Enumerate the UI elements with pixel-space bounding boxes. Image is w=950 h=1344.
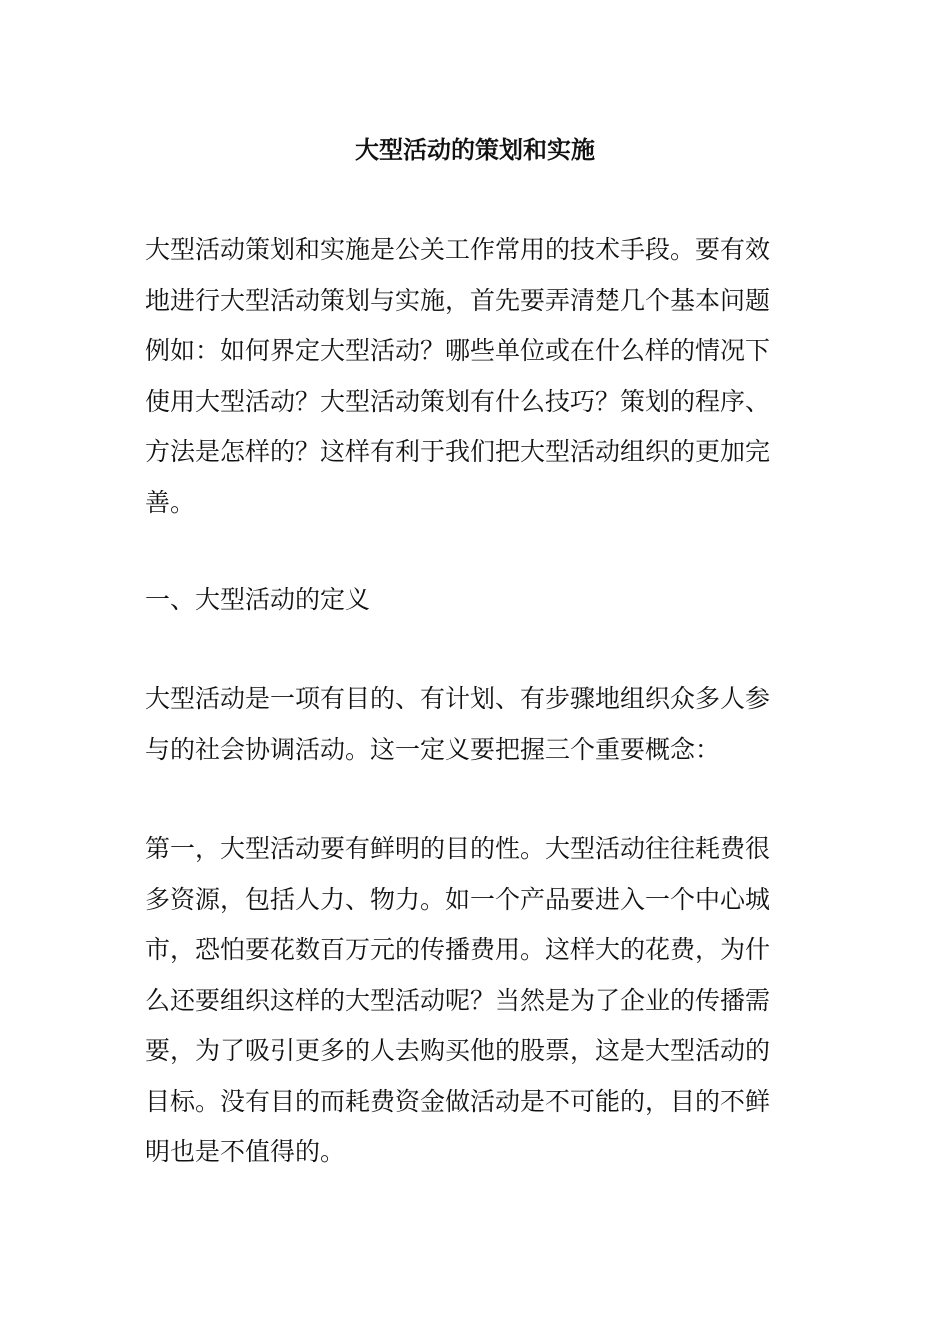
paragraph-line: 与的社会协调活动。这一定义要把握三个重要概念： — [145, 734, 721, 764]
first-point-paragraph — [145, 824, 809, 1178]
paragraph-line: 善。 — [145, 487, 196, 517]
paragraph-line: 方法是怎样的？这样有利于我们把大型活动组织的更加完 — [145, 437, 771, 466]
paragraph-line: 明也是不值得的。 — [145, 1137, 346, 1166]
paragraph-line: 要，为了吸引更多的人去购买他的股票，这是大型活动的 — [145, 1036, 771, 1065]
paragraph-line: 例如：如何界定大型活动？哪些单位或在什么样的情况下 — [145, 336, 771, 365]
paragraph-line: 么还要组织这样的大型活动呢？当然是为了企业的传播需 — [145, 985, 771, 1015]
paragraph-line: 大型活动策划和实施是公关工作常用的技术手段。要有效 — [145, 235, 771, 264]
intro-paragraph — [145, 225, 809, 528]
paragraph-line: 使用大型活动？大型活动策划有什么技巧？策划的程序、 — [145, 386, 771, 416]
paragraph-line: 多资源，包括人力、物力。如一个产品要进入一个中心城 — [145, 884, 771, 914]
section-heading-definition — [145, 575, 809, 626]
section-heading-text: 一、大型活动的定义 — [145, 585, 371, 614]
paragraph-line: 地进行大型活动策划与实施，首先要弄清楚几个基本问题 — [145, 285, 771, 315]
paragraph-line: 市，恐怕要花数百万元的传播费用。这样大的花费，为什 — [145, 935, 771, 964]
document-title: 大型活动的策划和实施 — [355, 135, 595, 164]
definition-paragraph — [145, 674, 809, 775]
paragraph-line: 第一，大型活动要有鲜明的目的性。大型活动往往耗费很 — [145, 834, 771, 863]
paragraph-line: 目标。没有目的而耗费资金做活动是不可能的，目的不鲜 — [145, 1086, 771, 1116]
paragraph-line: 大型活动是一项有目的、有计划、有步骤地组织众多人参 — [145, 684, 771, 713]
